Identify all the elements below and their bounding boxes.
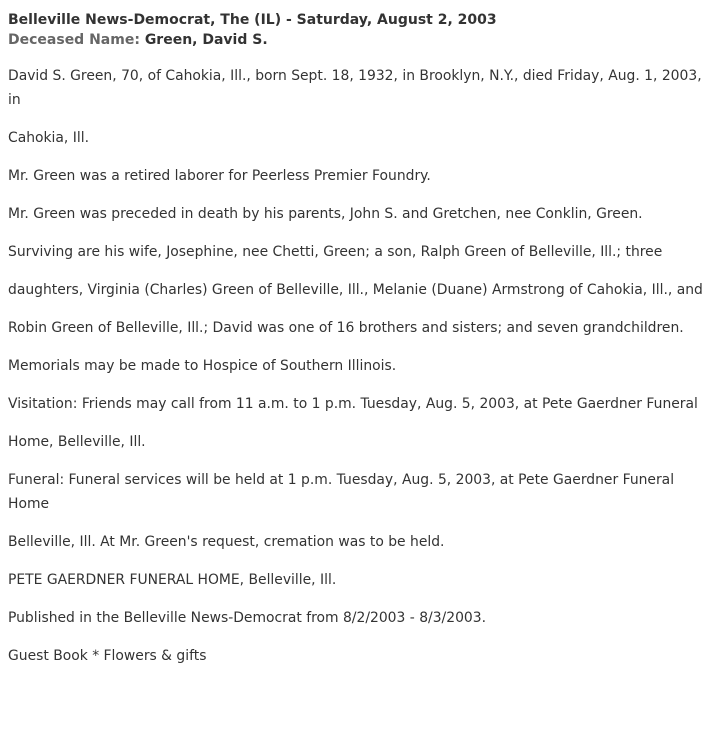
obituary-paragraph: David S. Green, 70, of Cahokia, Ill., born Sept. 18, 1932, in Brooklyn, N.Y., died Friday, Aug. 1, 2003, in <box>8 68 702 108</box>
obituary-paragraph: Mr. Green was preceded in death by his parents, John S. and Gretchen, nee Conklin, Green. <box>8 206 643 222</box>
obituary-body <box>8 64 712 668</box>
obituary-paragraph: Cahokia, Ill. <box>8 130 89 146</box>
obituary-paragraph: Visitation: Friends may call from 11 a.m. to 1 p.m. Tuesday, Aug. 5, 2003, at Pete Gaerdner Funeral <box>8 396 698 412</box>
newspaper-name: Belleville News-Democrat, The (IL) <box>8 12 282 28</box>
publication-header <box>8 10 712 30</box>
obituary-paragraph: Published in the Belleville News-Democrat from 8/2/2003 - 8/3/2003. <box>8 610 486 626</box>
deceased-name: Green, David S. <box>144 32 268 48</box>
obituary-paragraph: Funeral: Funeral services will be held at 1 p.m. Tuesday, Aug. 5, 2003, at Pete Gaerdner Funeral Home <box>8 472 675 512</box>
obituary-paragraph: PETE GAERDNER FUNERAL HOME, Belleville, Ill. <box>8 572 337 588</box>
obituary-page <box>8 10 712 682</box>
obituary-paragraph: Robin Green of Belleville, Ill.; David was one of 16 brothers and sisters; and seven grandchildren. <box>8 320 684 336</box>
obituary-paragraph: Home, Belleville, Ill. <box>8 434 146 450</box>
deceased-header <box>8 30 712 50</box>
obituary-paragraph: Surviving are his wife, Josephine, nee Chetti, Green; a son, Ralph Green of Belleville, Ill.; three <box>8 244 663 260</box>
obituary-paragraph: Memorials may be made to Hospice of Southern Illinois. <box>8 358 397 374</box>
header-separator: - <box>281 12 297 28</box>
deceased-label: Deceased Name: <box>8 32 140 48</box>
obituary-paragraph: Mr. Green was a retired laborer for Peerless Premier Foundry. <box>8 168 431 184</box>
obituary-paragraph: Belleville, Ill. At Mr. Green's request, cremation was to be held. <box>8 534 445 550</box>
guestbook-flowers-links[interactable]: Guest Book * Flowers & gifts <box>8 648 207 664</box>
publication-date: Saturday, August 2, 2003 <box>296 12 497 28</box>
obituary-paragraph: daughters, Virginia (Charles) Green of Belleville, Ill., Melanie (Duane) Armstrong of Cahokia, Ill., and <box>8 282 703 298</box>
